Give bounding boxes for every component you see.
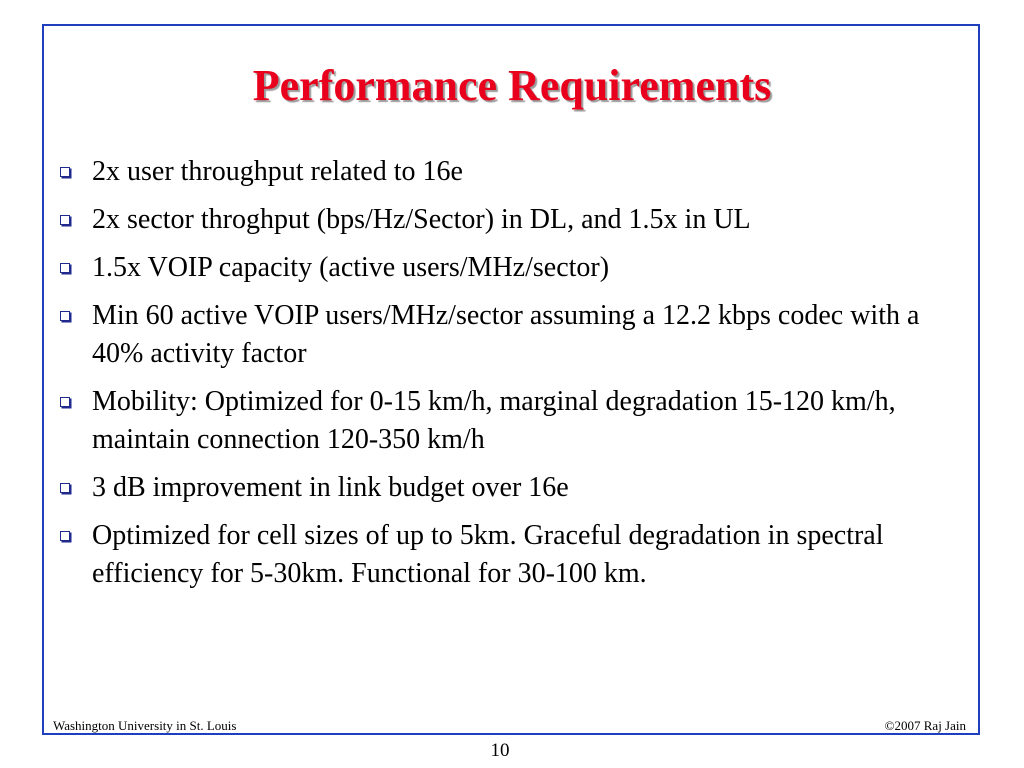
- hollow-square-bullet-icon: [60, 263, 70, 273]
- bullet-text: Optimized for cell sizes of up to 5km. Graceful degradation in spectral efficiency for 5-30km. Functional for 30-100 km.: [92, 520, 884, 589]
- bullet-item-1: [56, 153, 961, 191]
- hollow-square-bullet-icon: [60, 167, 70, 177]
- hollow-square-bullet-icon: [60, 397, 70, 407]
- bullet-text: Mobility: Optimized for 0-15 km/h, marginal degradation 15-120 km/h, maintain connection 120-350 km/h: [92, 386, 896, 455]
- hollow-square-bullet-icon: [60, 215, 70, 225]
- bullet-text: Min 60 active VOIP users/MHz/sector assuming a 12.2 kbps codec with a 40% activity factor: [92, 300, 920, 369]
- footer-copyright: ©2007 Raj Jain: [884, 718, 966, 733]
- footer-institution: Washington University in St. Louis: [53, 718, 237, 733]
- hollow-square-bullet-icon: [60, 531, 70, 541]
- bullet-item-2: [56, 201, 961, 239]
- bullet-item-6: [56, 469, 961, 507]
- hollow-square-bullet-icon: [60, 483, 70, 493]
- slide-title: Performance Requirements: [252, 61, 772, 110]
- page-number: 10: [490, 740, 510, 761]
- hollow-square-bullet-icon: [60, 311, 70, 321]
- bullet-item-4: [56, 297, 961, 373]
- bullet-text: 3 dB improvement in link budget over 16e: [92, 472, 569, 503]
- bullet-list: [56, 153, 961, 603]
- bullet-text: 2x sector throghput (bps/Hz/Sector) in DL, and 1.5x in UL: [92, 204, 751, 235]
- bullet-item-5: [56, 383, 961, 459]
- bullet-text: 1.5x VOIP capacity (active users/MHz/sector): [92, 252, 610, 283]
- bullet-item-7: [56, 517, 961, 593]
- bullet-item-3: [56, 249, 961, 287]
- bullet-text: 2x user throughput related to 16e: [92, 156, 463, 187]
